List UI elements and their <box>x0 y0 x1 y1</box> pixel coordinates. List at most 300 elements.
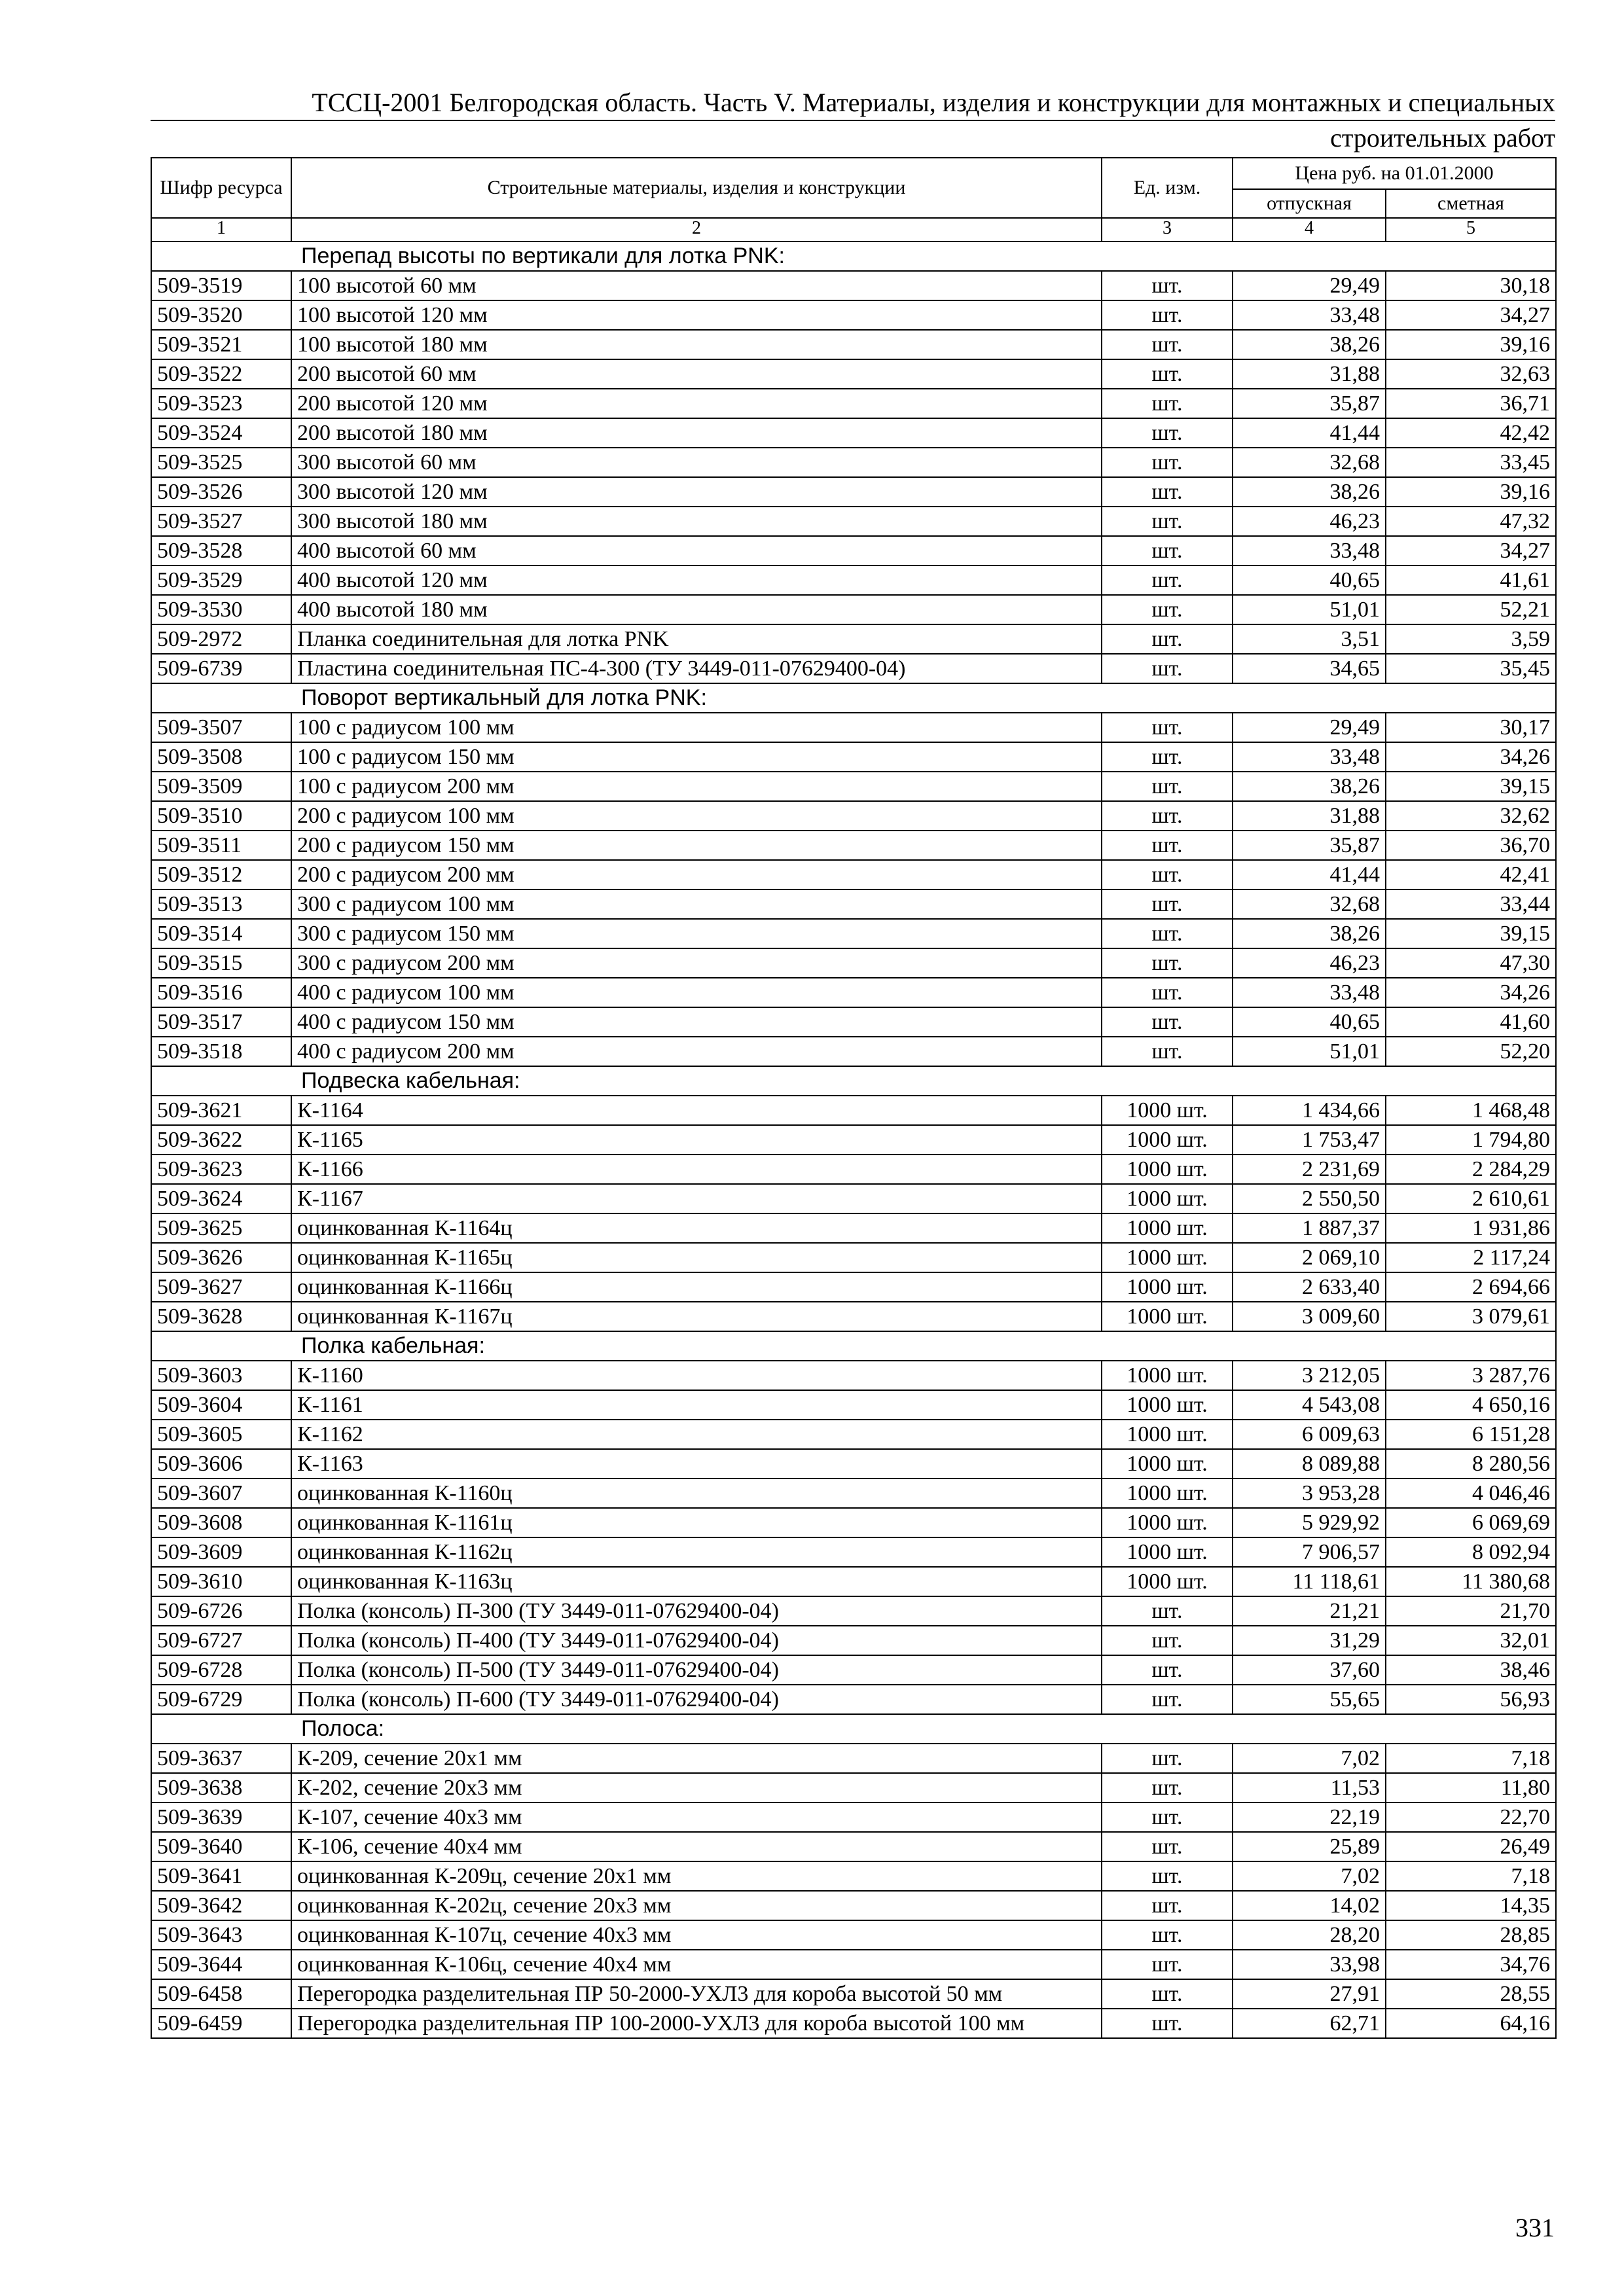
section-header-row <box>151 1066 1556 1096</box>
resource-code-cell: 509-3518 <box>151 1037 291 1066</box>
table-body <box>151 242 1556 2038</box>
resource-code-cell: 509-3509 <box>151 772 291 801</box>
resource-code-cell: 509-3526 <box>151 477 291 507</box>
table-row <box>151 565 1556 595</box>
section-title: Полка кабельная: <box>151 1331 1556 1361</box>
release-price-cell: 7,02 <box>1233 1744 1386 1773</box>
estimate-price-cell: 36,71 <box>1386 389 1556 418</box>
table-row <box>151 654 1556 683</box>
material-name-cell: К-1160 <box>291 1361 1102 1390</box>
unit-cell: 1000 шт. <box>1102 1213 1233 1243</box>
table-row <box>151 1420 1556 1449</box>
estimate-price-cell: 4 650,16 <box>1386 1390 1556 1420</box>
table-row <box>151 742 1556 772</box>
estimate-price-cell: 8 092,94 <box>1386 1537 1556 1567</box>
release-price-cell: 46,23 <box>1233 507 1386 536</box>
resource-code-cell: 509-2972 <box>151 624 291 654</box>
release-price-cell: 51,01 <box>1233 1037 1386 1066</box>
material-name-cell: Планка соединительная для лотка PNK <box>291 624 1102 654</box>
table-row <box>151 1184 1556 1213</box>
section-title: Полоса: <box>151 1714 1556 1744</box>
material-name-cell: Перегородка разделительная ПР 50-2000-УХЛ3 для короба высотой 50 мм <box>291 1979 1102 2009</box>
unit-cell: 1000 шт. <box>1102 1390 1233 1420</box>
release-price-cell: 29,49 <box>1233 271 1386 300</box>
table-row <box>151 1567 1556 1596</box>
estimate-price-cell: 56,93 <box>1386 1685 1556 1714</box>
table-row <box>151 1773 1556 1803</box>
material-name-cell: 200 высотой 60 мм <box>291 359 1102 389</box>
unit-cell: 1000 шт. <box>1102 1125 1233 1155</box>
header-rule <box>151 120 1555 121</box>
material-name-cell: 200 с радиусом 200 мм <box>291 860 1102 889</box>
estimate-price-cell: 34,76 <box>1386 1950 1556 1979</box>
estimate-price-cell: 38,46 <box>1386 1655 1556 1685</box>
col-number-2: 2 <box>291 218 1102 242</box>
resource-code-cell: 509-3641 <box>151 1861 291 1891</box>
material-name-cell: 100 с радиусом 100 мм <box>291 713 1102 742</box>
resource-code-cell: 509-3609 <box>151 1537 291 1567</box>
resource-code-cell: 509-3514 <box>151 919 291 948</box>
material-name-cell: оцинкованная К-1166ц <box>291 1272 1102 1302</box>
col-header-price-release: отпускная <box>1233 189 1386 218</box>
resource-code-cell: 509-3640 <box>151 1832 291 1861</box>
release-price-cell: 62,71 <box>1233 2009 1386 2038</box>
estimate-price-cell: 7,18 <box>1386 1744 1556 1773</box>
release-price-cell: 22,19 <box>1233 1803 1386 1832</box>
material-name-cell: оцинкованная К-107ц, сечение 40х3 мм <box>291 1920 1102 1950</box>
resource-code-cell: 509-6739 <box>151 654 291 683</box>
material-name-cell: 400 с радиусом 150 мм <box>291 1007 1102 1037</box>
release-price-cell: 3 009,60 <box>1233 1302 1386 1331</box>
release-price-cell: 6 009,63 <box>1233 1420 1386 1449</box>
section-title: Подвеска кабельная: <box>151 1066 1556 1096</box>
release-price-cell: 31,88 <box>1233 801 1386 831</box>
estimate-price-cell: 3 079,61 <box>1386 1302 1556 1331</box>
unit-cell: 1000 шт. <box>1102 1272 1233 1302</box>
table-row <box>151 1626 1556 1655</box>
unit-cell: шт. <box>1102 1979 1233 2009</box>
release-price-cell: 7 906,57 <box>1233 1537 1386 1567</box>
estimate-price-cell: 3,59 <box>1386 624 1556 654</box>
resource-code-cell: 509-3628 <box>151 1302 291 1331</box>
material-name-cell: К-106, сечение 40х4 мм <box>291 1832 1102 1861</box>
unit-cell: шт. <box>1102 595 1233 624</box>
material-name-cell: 400 с радиусом 200 мм <box>291 1037 1102 1066</box>
table-row <box>151 2009 1556 2038</box>
release-price-cell: 3,51 <box>1233 624 1386 654</box>
unit-cell: шт. <box>1102 536 1233 565</box>
resource-code-cell: 509-3604 <box>151 1390 291 1420</box>
estimate-price-cell: 2 284,29 <box>1386 1155 1556 1184</box>
unit-cell: шт. <box>1102 1037 1233 1066</box>
resource-code-cell: 509-3512 <box>151 860 291 889</box>
material-name-cell: оцинкованная К-1160ц <box>291 1479 1102 1508</box>
estimate-price-cell: 42,41 <box>1386 860 1556 889</box>
resource-code-cell: 509-3606 <box>151 1449 291 1479</box>
release-price-cell: 38,26 <box>1233 772 1386 801</box>
release-price-cell: 41,44 <box>1233 418 1386 448</box>
table-row <box>151 1950 1556 1979</box>
resource-code-cell: 509-3508 <box>151 742 291 772</box>
table-row <box>151 1655 1556 1685</box>
resource-code-cell: 509-3529 <box>151 565 291 595</box>
material-name-cell: оцинкованная К-1162ц <box>291 1537 1102 1567</box>
material-name-cell: оцинкованная К-209ц, сечение 20х1 мм <box>291 1861 1102 1891</box>
material-name-cell: 300 с радиусом 200 мм <box>291 948 1102 978</box>
unit-cell: 1000 шт. <box>1102 1302 1233 1331</box>
estimate-price-cell: 39,15 <box>1386 772 1556 801</box>
section-header-row <box>151 1331 1556 1361</box>
estimate-price-cell: 28,85 <box>1386 1920 1556 1950</box>
material-name-cell: К-1167 <box>291 1184 1102 1213</box>
resource-code-cell: 509-3639 <box>151 1803 291 1832</box>
material-name-cell: оцинкованная К-1164ц <box>291 1213 1102 1243</box>
col-number-5: 5 <box>1386 218 1556 242</box>
col-number-1: 1 <box>151 218 291 242</box>
release-price-cell: 28,20 <box>1233 1920 1386 1950</box>
material-name-cell: 400 с радиусом 100 мм <box>291 978 1102 1007</box>
unit-cell: 1000 шт. <box>1102 1508 1233 1537</box>
table-row <box>151 330 1556 359</box>
unit-cell: шт. <box>1102 1596 1233 1626</box>
release-price-cell: 55,65 <box>1233 1685 1386 1714</box>
unit-cell: шт. <box>1102 742 1233 772</box>
col-header-price-estimate: сметная <box>1386 189 1556 218</box>
material-name-cell: оцинкованная К-1161ц <box>291 1508 1102 1537</box>
estimate-price-cell: 4 046,46 <box>1386 1479 1556 1508</box>
table-row <box>151 1272 1556 1302</box>
table-row <box>151 1685 1556 1714</box>
estimate-price-cell: 1 468,48 <box>1386 1096 1556 1125</box>
resource-code-cell: 509-3530 <box>151 595 291 624</box>
unit-cell: 1000 шт. <box>1102 1420 1233 1449</box>
col-header-name: Строительные материалы, изделия и конструкции <box>291 158 1102 218</box>
release-price-cell: 1 887,37 <box>1233 1213 1386 1243</box>
table-row <box>151 1155 1556 1184</box>
resource-code-cell: 509-3608 <box>151 1508 291 1537</box>
estimate-price-cell: 11 380,68 <box>1386 1567 1556 1596</box>
unit-cell: 1000 шт. <box>1102 1096 1233 1125</box>
release-price-cell: 40,65 <box>1233 1007 1386 1037</box>
estimate-price-cell: 26,49 <box>1386 1832 1556 1861</box>
release-price-cell: 21,21 <box>1233 1596 1386 1626</box>
unit-cell: 1000 шт. <box>1102 1155 1233 1184</box>
material-name-cell: 100 с радиусом 150 мм <box>291 742 1102 772</box>
release-price-cell: 27,91 <box>1233 1979 1386 2009</box>
estimate-price-cell: 39,16 <box>1386 477 1556 507</box>
material-name-cell: К-107, сечение 40х3 мм <box>291 1803 1102 1832</box>
unit-cell: шт. <box>1102 1626 1233 1655</box>
unit-cell: шт. <box>1102 624 1233 654</box>
resource-code-cell: 509-3627 <box>151 1272 291 1302</box>
table-row <box>151 801 1556 831</box>
table-row <box>151 1361 1556 1390</box>
release-price-cell: 11,53 <box>1233 1773 1386 1803</box>
resource-code-cell: 509-3527 <box>151 507 291 536</box>
unit-cell: 1000 шт. <box>1102 1361 1233 1390</box>
unit-cell: 1000 шт. <box>1102 1184 1233 1213</box>
table-row <box>151 1479 1556 1508</box>
estimate-price-cell: 34,26 <box>1386 742 1556 772</box>
unit-cell: шт. <box>1102 1773 1233 1803</box>
estimate-price-cell: 11,80 <box>1386 1773 1556 1803</box>
resource-code-cell: 509-3621 <box>151 1096 291 1125</box>
unit-cell: шт. <box>1102 565 1233 595</box>
header-line-2: строительных работ <box>1330 123 1555 152</box>
estimate-price-cell: 33,44 <box>1386 889 1556 919</box>
material-name-cell: оцинкованная К-1163ц <box>291 1567 1102 1596</box>
table-row <box>151 1832 1556 1861</box>
material-name-cell: К-209, сечение 20х1 мм <box>291 1744 1102 1773</box>
material-name-cell: 200 высотой 180 мм <box>291 418 1102 448</box>
release-price-cell: 38,26 <box>1233 477 1386 507</box>
material-name-cell: 100 высотой 60 мм <box>291 271 1102 300</box>
unit-cell: шт. <box>1102 507 1233 536</box>
unit-cell: шт. <box>1102 330 1233 359</box>
material-name-cell: Полка (консоль) П-300 (ТУ 3449-011-07629400-04) <box>291 1596 1102 1626</box>
material-name-cell: 400 высотой 180 мм <box>291 595 1102 624</box>
table-row <box>151 389 1556 418</box>
release-price-cell: 40,65 <box>1233 565 1386 595</box>
table-row <box>151 831 1556 860</box>
resource-code-cell: 509-3510 <box>151 801 291 831</box>
unit-cell: шт. <box>1102 1950 1233 1979</box>
table-row <box>151 1302 1556 1331</box>
estimate-price-cell: 1 931,86 <box>1386 1213 1556 1243</box>
table-row <box>151 1037 1556 1066</box>
material-name-cell: 200 высотой 120 мм <box>291 389 1102 418</box>
price-table <box>151 157 1557 2039</box>
table-row <box>151 507 1556 536</box>
unit-cell: 1000 шт. <box>1102 1449 1233 1479</box>
table-row <box>151 1891 1556 1920</box>
resource-code-cell: 509-3515 <box>151 948 291 978</box>
resource-code-cell: 509-3528 <box>151 536 291 565</box>
resource-code-cell: 509-3513 <box>151 889 291 919</box>
resource-code-cell: 509-3605 <box>151 1420 291 1449</box>
unit-cell: шт. <box>1102 389 1233 418</box>
material-name-cell: 400 высотой 60 мм <box>291 536 1102 565</box>
release-price-cell: 31,88 <box>1233 359 1386 389</box>
resource-code-cell: 509-3523 <box>151 389 291 418</box>
resource-code-cell: 509-3521 <box>151 330 291 359</box>
unit-cell: шт. <box>1102 2009 1233 2038</box>
unit-cell: шт. <box>1102 1655 1233 1685</box>
unit-cell: шт. <box>1102 948 1233 978</box>
unit-cell: шт. <box>1102 1920 1233 1950</box>
unit-cell: шт. <box>1102 1803 1233 1832</box>
table-row <box>151 448 1556 477</box>
estimate-price-cell: 32,62 <box>1386 801 1556 831</box>
estimate-price-cell: 35,45 <box>1386 654 1556 683</box>
estimate-price-cell: 39,15 <box>1386 919 1556 948</box>
material-name-cell: 300 с радиусом 100 мм <box>291 889 1102 919</box>
material-name-cell: оцинкованная К-106ц, сечение 40х4 мм <box>291 1950 1102 1979</box>
col-number-4: 4 <box>1233 218 1386 242</box>
table-row <box>151 1125 1556 1155</box>
release-price-cell: 2 231,69 <box>1233 1155 1386 1184</box>
release-price-cell: 29,49 <box>1233 713 1386 742</box>
table-row <box>151 713 1556 742</box>
resource-code-cell: 509-3524 <box>151 418 291 448</box>
estimate-price-cell: 41,61 <box>1386 565 1556 595</box>
material-name-cell: Полка (консоль) П-600 (ТУ 3449-011-07629400-04) <box>291 1685 1102 1714</box>
resource-code-cell: 509-3511 <box>151 831 291 860</box>
material-name-cell: К-1163 <box>291 1449 1102 1479</box>
resource-code-cell: 509-3637 <box>151 1744 291 1773</box>
estimate-price-cell: 28,55 <box>1386 1979 1556 2009</box>
material-name-cell: К-1164 <box>291 1096 1102 1125</box>
unit-cell: шт. <box>1102 801 1233 831</box>
table-row <box>151 271 1556 300</box>
release-price-cell: 8 089,88 <box>1233 1449 1386 1479</box>
release-price-cell: 14,02 <box>1233 1891 1386 1920</box>
release-price-cell: 38,26 <box>1233 919 1386 948</box>
resource-code-cell: 509-3610 <box>151 1567 291 1596</box>
estimate-price-cell: 22,70 <box>1386 1803 1556 1832</box>
resource-code-cell: 509-3642 <box>151 1891 291 1920</box>
release-price-cell: 34,65 <box>1233 654 1386 683</box>
table-row <box>151 624 1556 654</box>
material-name-cell: К-1166 <box>291 1155 1102 1184</box>
unit-cell: шт. <box>1102 477 1233 507</box>
estimate-price-cell: 7,18 <box>1386 1861 1556 1891</box>
material-name-cell: оцинкованная К-1167ц <box>291 1302 1102 1331</box>
estimate-price-cell: 2 694,66 <box>1386 1272 1556 1302</box>
resource-code-cell: 509-6459 <box>151 2009 291 2038</box>
table-row <box>151 300 1556 330</box>
table-row <box>151 536 1556 565</box>
material-name-cell: оцинкованная К-1165ц <box>291 1243 1102 1272</box>
material-name-cell: 200 с радиусом 100 мм <box>291 801 1102 831</box>
unit-cell: шт. <box>1102 1832 1233 1861</box>
table-row <box>151 359 1556 389</box>
resource-code-cell: 509-3517 <box>151 1007 291 1037</box>
header-line-1: ТССЦ-2001 Белгородская область. Часть V. Материалы, изделия и конструкции для монтажных и специальных <box>312 88 1555 117</box>
table-row <box>151 1979 1556 2009</box>
material-name-cell: оцинкованная К-202ц, сечение 20х3 мм <box>291 1891 1102 1920</box>
resource-code-cell: 509-6727 <box>151 1626 291 1655</box>
estimate-price-cell: 52,21 <box>1386 595 1556 624</box>
estimate-price-cell: 47,30 <box>1386 948 1556 978</box>
table-row <box>151 1213 1556 1243</box>
estimate-price-cell: 32,01 <box>1386 1626 1556 1655</box>
page-number: 331 <box>1515 2213 1555 2242</box>
material-name-cell: Полка (консоль) П-400 (ТУ 3449-011-07629400-04) <box>291 1626 1102 1655</box>
resource-code-cell: 509-3507 <box>151 713 291 742</box>
release-price-cell: 32,68 <box>1233 448 1386 477</box>
release-price-cell: 38,26 <box>1233 330 1386 359</box>
release-price-cell: 1 753,47 <box>1233 1125 1386 1155</box>
estimate-price-cell: 2 610,61 <box>1386 1184 1556 1213</box>
unit-cell: шт. <box>1102 919 1233 948</box>
table-row <box>151 418 1556 448</box>
estimate-price-cell: 2 117,24 <box>1386 1243 1556 1272</box>
resource-code-cell: 509-3516 <box>151 978 291 1007</box>
resource-code-cell: 509-3625 <box>151 1213 291 1243</box>
col-number-3: 3 <box>1102 218 1233 242</box>
material-name-cell: 200 с радиусом 150 мм <box>291 831 1102 860</box>
estimate-price-cell: 6 069,69 <box>1386 1508 1556 1537</box>
resource-code-cell: 509-6458 <box>151 1979 291 2009</box>
material-name-cell: К-1161 <box>291 1390 1102 1420</box>
table-row <box>151 948 1556 978</box>
unit-cell: шт. <box>1102 713 1233 742</box>
estimate-price-cell: 64,16 <box>1386 2009 1556 2038</box>
resource-code-cell: 509-6728 <box>151 1655 291 1685</box>
resource-code-cell: 509-3520 <box>151 300 291 330</box>
estimate-price-cell: 36,70 <box>1386 831 1556 860</box>
table-row <box>151 1803 1556 1832</box>
estimate-price-cell: 39,16 <box>1386 330 1556 359</box>
resource-code-cell: 509-3626 <box>151 1243 291 1272</box>
resource-code-cell: 509-6729 <box>151 1685 291 1714</box>
release-price-cell: 33,48 <box>1233 742 1386 772</box>
release-price-cell: 2 633,40 <box>1233 1272 1386 1302</box>
release-price-cell: 7,02 <box>1233 1861 1386 1891</box>
resource-code-cell: 509-3623 <box>151 1155 291 1184</box>
resource-code-cell: 509-3638 <box>151 1773 291 1803</box>
table-row <box>151 477 1556 507</box>
unit-cell: шт. <box>1102 300 1233 330</box>
release-price-cell: 37,60 <box>1233 1655 1386 1685</box>
estimate-price-cell: 8 280,56 <box>1386 1449 1556 1479</box>
unit-cell: шт. <box>1102 1007 1233 1037</box>
table-row <box>151 1537 1556 1567</box>
table-row <box>151 860 1556 889</box>
material-name-cell: Полка (консоль) П-500 (ТУ 3449-011-07629400-04) <box>291 1655 1102 1685</box>
table-row <box>151 595 1556 624</box>
resource-code-cell: 509-3622 <box>151 1125 291 1155</box>
unit-cell: шт. <box>1102 1685 1233 1714</box>
table-row <box>151 1920 1556 1950</box>
estimate-price-cell: 30,17 <box>1386 713 1556 742</box>
col-header-unit: Ед. изм. <box>1102 158 1233 218</box>
release-price-cell: 35,87 <box>1233 389 1386 418</box>
release-price-cell: 2 550,50 <box>1233 1184 1386 1213</box>
release-price-cell: 35,87 <box>1233 831 1386 860</box>
release-price-cell: 31,29 <box>1233 1626 1386 1655</box>
unit-cell: шт. <box>1102 1861 1233 1891</box>
release-price-cell: 51,01 <box>1233 595 1386 624</box>
section-title: Поворот вертикальный для лотка PNK: <box>151 683 1556 713</box>
resource-code-cell: 509-3522 <box>151 359 291 389</box>
release-price-cell: 1 434,66 <box>1233 1096 1386 1125</box>
unit-cell: шт. <box>1102 271 1233 300</box>
resource-code-cell: 509-3607 <box>151 1479 291 1508</box>
table-row <box>151 1007 1556 1037</box>
section-title: Перепад высоты по вертикали для лотка PNK: <box>151 242 1556 271</box>
release-price-cell: 3 953,28 <box>1233 1479 1386 1508</box>
table-row <box>151 1861 1556 1891</box>
unit-cell: шт. <box>1102 359 1233 389</box>
unit-cell: шт. <box>1102 448 1233 477</box>
release-price-cell: 25,89 <box>1233 1832 1386 1861</box>
unit-cell: шт. <box>1102 831 1233 860</box>
table-row <box>151 1744 1556 1773</box>
table-header <box>151 158 1556 242</box>
estimate-price-cell: 1 794,80 <box>1386 1125 1556 1155</box>
resource-code-cell: 509-3644 <box>151 1950 291 1979</box>
section-header-row <box>151 683 1556 713</box>
estimate-price-cell: 33,45 <box>1386 448 1556 477</box>
release-price-cell: 4 543,08 <box>1233 1390 1386 1420</box>
resource-code-cell: 509-3603 <box>151 1361 291 1390</box>
estimate-price-cell: 47,32 <box>1386 507 1556 536</box>
col-header-price-group: Цена руб. на 01.01.2000 <box>1233 158 1556 189</box>
unit-cell: 1000 шт. <box>1102 1537 1233 1567</box>
release-price-cell: 11 118,61 <box>1233 1567 1386 1596</box>
